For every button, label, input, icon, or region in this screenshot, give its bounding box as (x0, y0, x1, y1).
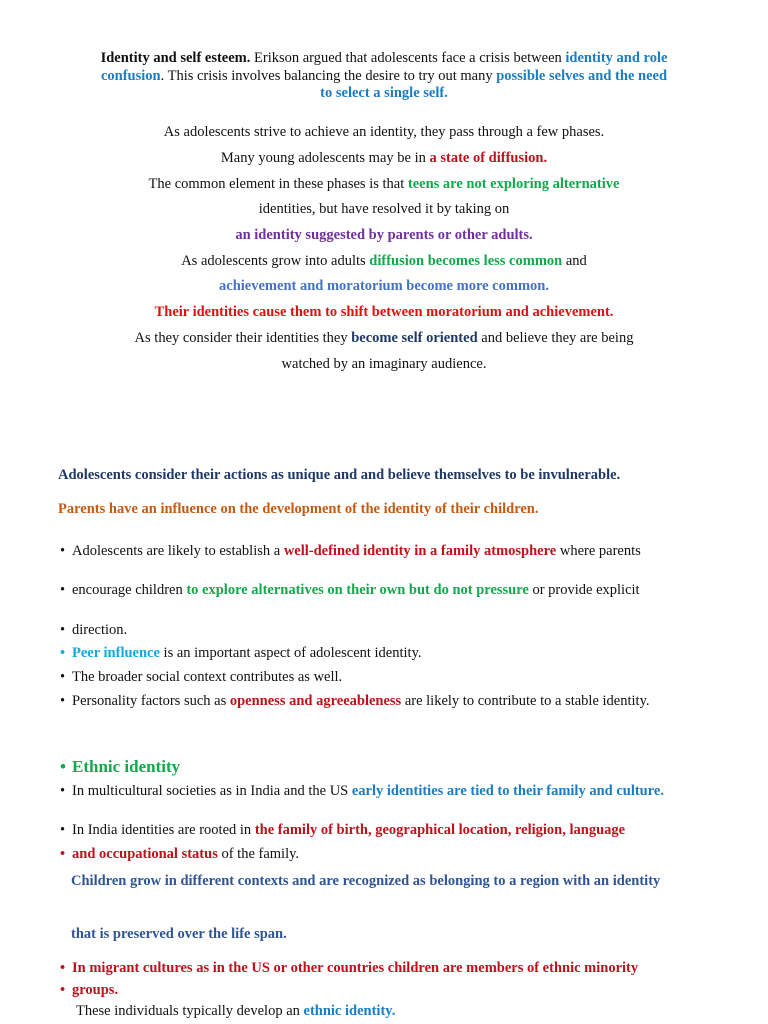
center-line-5: an identity suggested by parents or other adults. (235, 227, 533, 243)
center-line-7: achievement and moratorium become more common. (219, 278, 549, 294)
bullet-multicultural (58, 783, 708, 800)
center-line-9-text: As they consider their identities they (134, 330, 352, 346)
bullet-dot: • (60, 645, 66, 661)
bullet-highlight: openness and agreeableness (229, 693, 402, 709)
bullet-social-context (58, 669, 708, 686)
bullet-dot: • (60, 846, 66, 862)
center-line-9-tail: and believe they are being (477, 330, 634, 346)
ethnic-identity-heading (58, 757, 708, 777)
bullet-text-tail: or provide explicit (528, 582, 640, 598)
intro-highlight-identity: identity and role confusion (100, 50, 668, 84)
intro-highlight-selves: possible selves and the need to select a single self. (320, 67, 668, 101)
center-line-6 (0, 252, 768, 270)
center-line-10: watched by an imaginary audience. (281, 356, 487, 372)
closing-text: These individuals typically develop an (76, 1003, 304, 1019)
bullet-personality (58, 693, 708, 710)
center-line-2-text: Many young adolescents may be in (220, 150, 430, 166)
center-line-9-highlight: become self oriented (351, 330, 478, 346)
center-line-6-text: As adolescents grow into adults (181, 253, 370, 269)
parents-heading: Parents have an influence on the development of the identity of their children. (58, 501, 539, 517)
bullet-highlight: and occupational status (72, 846, 218, 862)
life-span-paragraph: that is preserved over the life span. (71, 926, 287, 942)
bullet-text: encourage children (72, 582, 187, 598)
bullet-text: direction. (72, 622, 128, 638)
bullet-migrant-cultures (58, 960, 708, 977)
bullet-text-tail: where parents (556, 543, 641, 559)
center-line-4: identities, but have resolved it by taking on (258, 201, 510, 217)
bullet-dot: • (60, 822, 66, 838)
bullet-highlight: early identities are tied to their family and culture. (351, 783, 664, 799)
bullet-text: In India identities are rooted in (72, 822, 255, 838)
bullet-text-tail: are likely to contribute to a stable identity. (401, 693, 650, 709)
ethnic-heading-text: Ethnic identity (72, 757, 181, 776)
bullet-india-roots (58, 822, 708, 839)
bullet-highlight: groups. (72, 982, 119, 998)
bullet-highlight: In migrant cultures as in the US or other countries children are members of ethnic minority (72, 960, 639, 976)
ethnic-identity-closing (76, 1003, 716, 1020)
intro-title: Identity and self esteem. (100, 50, 251, 66)
bullet-explore-alternatives (58, 582, 708, 599)
center-line-6-highlight: diffusion becomes less common (369, 253, 563, 269)
contexts-paragraph: Children grow in different contexts and are recognized as belonging to a region with an identity (71, 873, 661, 889)
bullet-groups (58, 982, 708, 999)
intro-text-2: . This crisis involves balancing the desire to try out many (160, 67, 497, 84)
bullet-direction (58, 622, 708, 639)
bullet-dot: • (60, 622, 66, 638)
bullet-highlight: the family of birth, geographical location, religion, language (254, 822, 626, 838)
bullet-highlight: to explore alternatives on their own but do not pressure (186, 582, 529, 598)
center-line-2-highlight: a state of diffusion. (429, 150, 548, 166)
intro-text-1: Erikson argued that adolescents face a crisis between (250, 50, 566, 66)
closing-highlight: ethnic identity. (303, 1003, 396, 1019)
bullet-text: The broader social context contributes as well. (72, 669, 343, 685)
bullet-family-atmosphere (58, 543, 708, 560)
bullet-dot: • (60, 582, 66, 598)
center-line-3-text: The common element in these phases is that (148, 176, 408, 192)
bullet-dot: • (60, 960, 66, 976)
bullet-text: of the family. (217, 846, 300, 862)
intro-paragraph (100, 50, 668, 103)
bullet-occupational-status (58, 846, 708, 863)
invulnerable-heading: Adolescents consider their actions as unique and and believe themselves to be invulnerable. (58, 467, 621, 483)
bullet-dot: • (60, 669, 66, 685)
bullet-highlight: Peer influence (72, 645, 160, 661)
center-line-9 (0, 329, 768, 347)
bullet-dot: • (60, 982, 66, 998)
center-line-6-tail: and (562, 253, 587, 269)
bullet-text: In multicultural societies as in India and the US (72, 783, 352, 799)
bullet-text: is an important aspect of adolescent identity. (159, 645, 422, 661)
center-line-2 (0, 149, 768, 167)
bullet-dot: • (60, 693, 66, 709)
center-line-1: As adolescents strive to achieve an identity, they pass through a few phases. (163, 124, 605, 140)
center-line-3-highlight: teens are not exploring alternative (407, 176, 620, 192)
center-line-8: Their identities cause them to shift between moratorium and achievement. (154, 304, 614, 320)
bullet-peer-influence (58, 645, 708, 662)
bullet-highlight: well-defined identity in a family atmosphere (283, 543, 557, 559)
bullet-dot: • (60, 543, 66, 559)
bullet-dot: • (60, 757, 66, 776)
center-line-3 (0, 175, 768, 193)
bullet-dot: • (60, 783, 66, 799)
bullet-text: Adolescents are likely to establish a (72, 543, 284, 559)
bullet-text: Personality factors such as (72, 693, 230, 709)
